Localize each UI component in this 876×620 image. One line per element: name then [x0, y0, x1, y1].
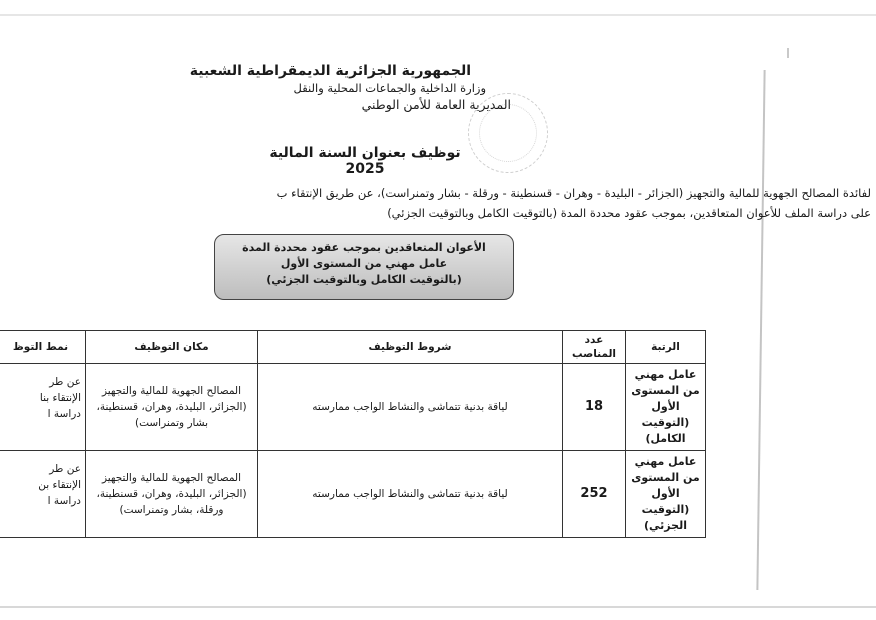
- row-count: 18: [563, 364, 626, 451]
- row-conditions: لياقة بدنية تتماشى والنشاط الواجب ممارسته: [258, 364, 563, 451]
- row-place: المصالح الجهوية للمالية والتجهيز (الجزائر، البليدة، وهران، قسنطينة، بشار وتمنراست): [86, 364, 258, 451]
- header-mode: نمط التوظ: [0, 331, 86, 364]
- row-mode-line: الإنتقاء بن: [38, 479, 81, 491]
- row-mode-line: عن طر: [49, 376, 81, 388]
- table-row: [0, 451, 706, 538]
- document-title: توظيف بعنوان السنة المالية 2025: [269, 145, 461, 177]
- directorate-name: المديرية العامة للأمن الوطني: [361, 97, 511, 112]
- header-conditions: شروط التوظيف: [258, 331, 563, 364]
- row-mode: [0, 364, 86, 451]
- row-mode-line: عن طر: [49, 463, 81, 475]
- row-place: المصالح الجهوية للمالية والتجهيز (الجزائر، البليدة، وهران، قسنطينة، ورقلة، بشار وتمنراست): [86, 451, 258, 538]
- row-count: 252: [563, 451, 626, 538]
- recruitment-table-wrap: [12, 330, 706, 532]
- row-grade: عامل مهني من المستوى الأول (التوقيت الجزئي): [626, 451, 706, 538]
- row-mode-line: دراسة ا: [47, 408, 81, 420]
- category-box: [214, 234, 514, 300]
- row-mode-line: الإنتقاء بنا: [39, 392, 81, 404]
- paper-edge-top: [0, 14, 876, 16]
- official-stamp: [468, 93, 548, 173]
- intro-line-2: على دراسة الملف للأعوان المتعاقدين، بموجب عقود محددة المدة (بالتوقيت الكامل وبالتوقيت الجزئي): [387, 206, 871, 220]
- table-row: [0, 364, 706, 451]
- row-conditions: لياقة بدنية تتماشى والنشاط الواجب ممارسته: [258, 451, 563, 538]
- category-box-line-1: الأعوان المتعاقدين بموجب عقود محددة المدة: [242, 241, 486, 254]
- paper-edge-bottom: [0, 606, 876, 608]
- republic-name: الجمهورية الجزائرية الديمقراطية الشعبية: [189, 63, 471, 79]
- row-mode-line: دراسة ا: [47, 495, 81, 507]
- ministry-name: وزارة الداخلية والجماعات المحلية والنقل: [293, 81, 486, 95]
- document-header: [171, 62, 511, 114]
- paper-edge-right: [756, 70, 765, 590]
- header-grade: الرتبة: [626, 331, 706, 364]
- paper-edge-mark: [787, 48, 789, 58]
- header-count: عدد المناصب: [563, 331, 626, 364]
- category-box-line-2: عامل مهني من المستوى الأول: [280, 257, 448, 270]
- header-place: مكان التوظيف: [86, 331, 258, 364]
- intro-paragraph: [171, 183, 871, 223]
- category-box-line-3: (بالتوقيت الكامل وبالتوقيت الجزئي): [266, 273, 462, 286]
- intro-line-1: لفائدة المصالح الجهوية للمالية والتجهيز (الجزائر - البليدة - وهران - قسنطينة - ورقلة - بشار وتمنراست)، عن طريق الإنتقاء ب: [276, 186, 871, 200]
- recruitment-table: [0, 330, 706, 538]
- row-mode: [0, 451, 86, 538]
- table-header-row: [0, 331, 706, 364]
- row-grade: عامل مهني من المستوى الأول (التوقيت الكامل): [626, 364, 706, 451]
